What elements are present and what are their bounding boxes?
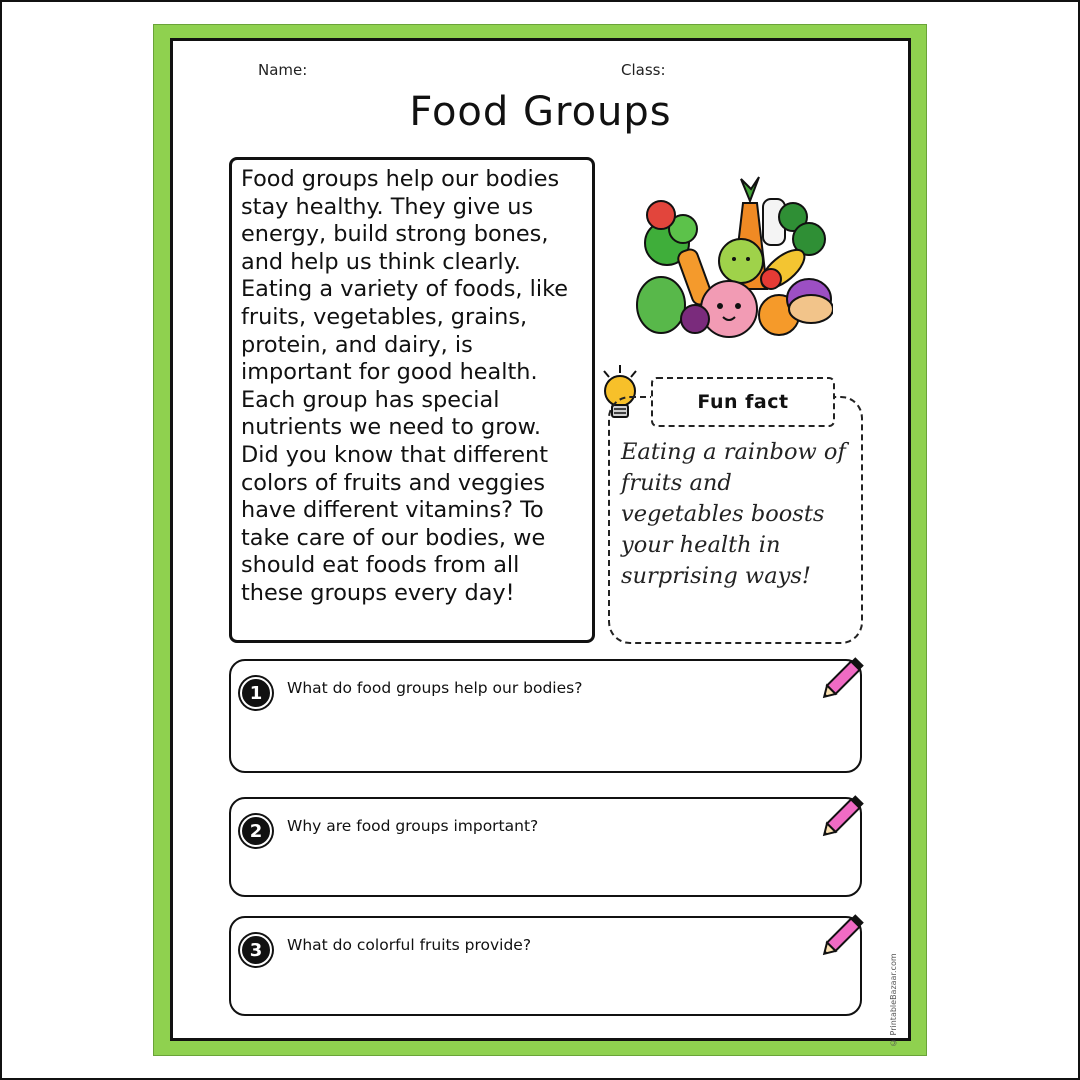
food-illustration [633, 169, 833, 341]
page-title: Food Groups [409, 89, 672, 135]
question-text: What do food groups help our bodies? [287, 679, 583, 697]
worksheet-page [170, 38, 911, 1047]
class-label: Class: [621, 61, 666, 79]
question-box-3[interactable] [229, 916, 862, 1016]
pencil-icon [816, 906, 872, 962]
pencil-icon [816, 649, 872, 705]
fun-fact-label: Fun fact [651, 377, 835, 427]
pencil-icon [816, 787, 872, 843]
name-label: Name: [258, 61, 308, 79]
question-box-1[interactable] [229, 659, 862, 773]
question-text: What do colorful fruits provide? [287, 936, 532, 954]
fun-fact-text: Eating a rainbow of fruits and vegetables boosts your health in surprising ways! [621, 439, 846, 589]
reading-passage: Food groups help our bodies stay healthy. They give us energy, build strong bones, and help us think clearly. Eating a variety of foods, like fruits, vegetables, grains, protein, and dairy, is important for good health. Each group has special nutrients we need to grow. Did you know that different colors of fruits and veggies have different vitamins? To take care of our bodies, we should eat foods from all these groups every day! [229, 157, 595, 643]
question-number-badge: 2 [240, 815, 272, 847]
question-number-badge: 1 [240, 677, 272, 709]
question-box-2[interactable] [229, 797, 862, 897]
question-number-badge: 3 [240, 934, 272, 966]
question-text: Why are food groups important? [287, 817, 539, 835]
watermark: © PrintableBazaar.com [889, 953, 898, 1047]
